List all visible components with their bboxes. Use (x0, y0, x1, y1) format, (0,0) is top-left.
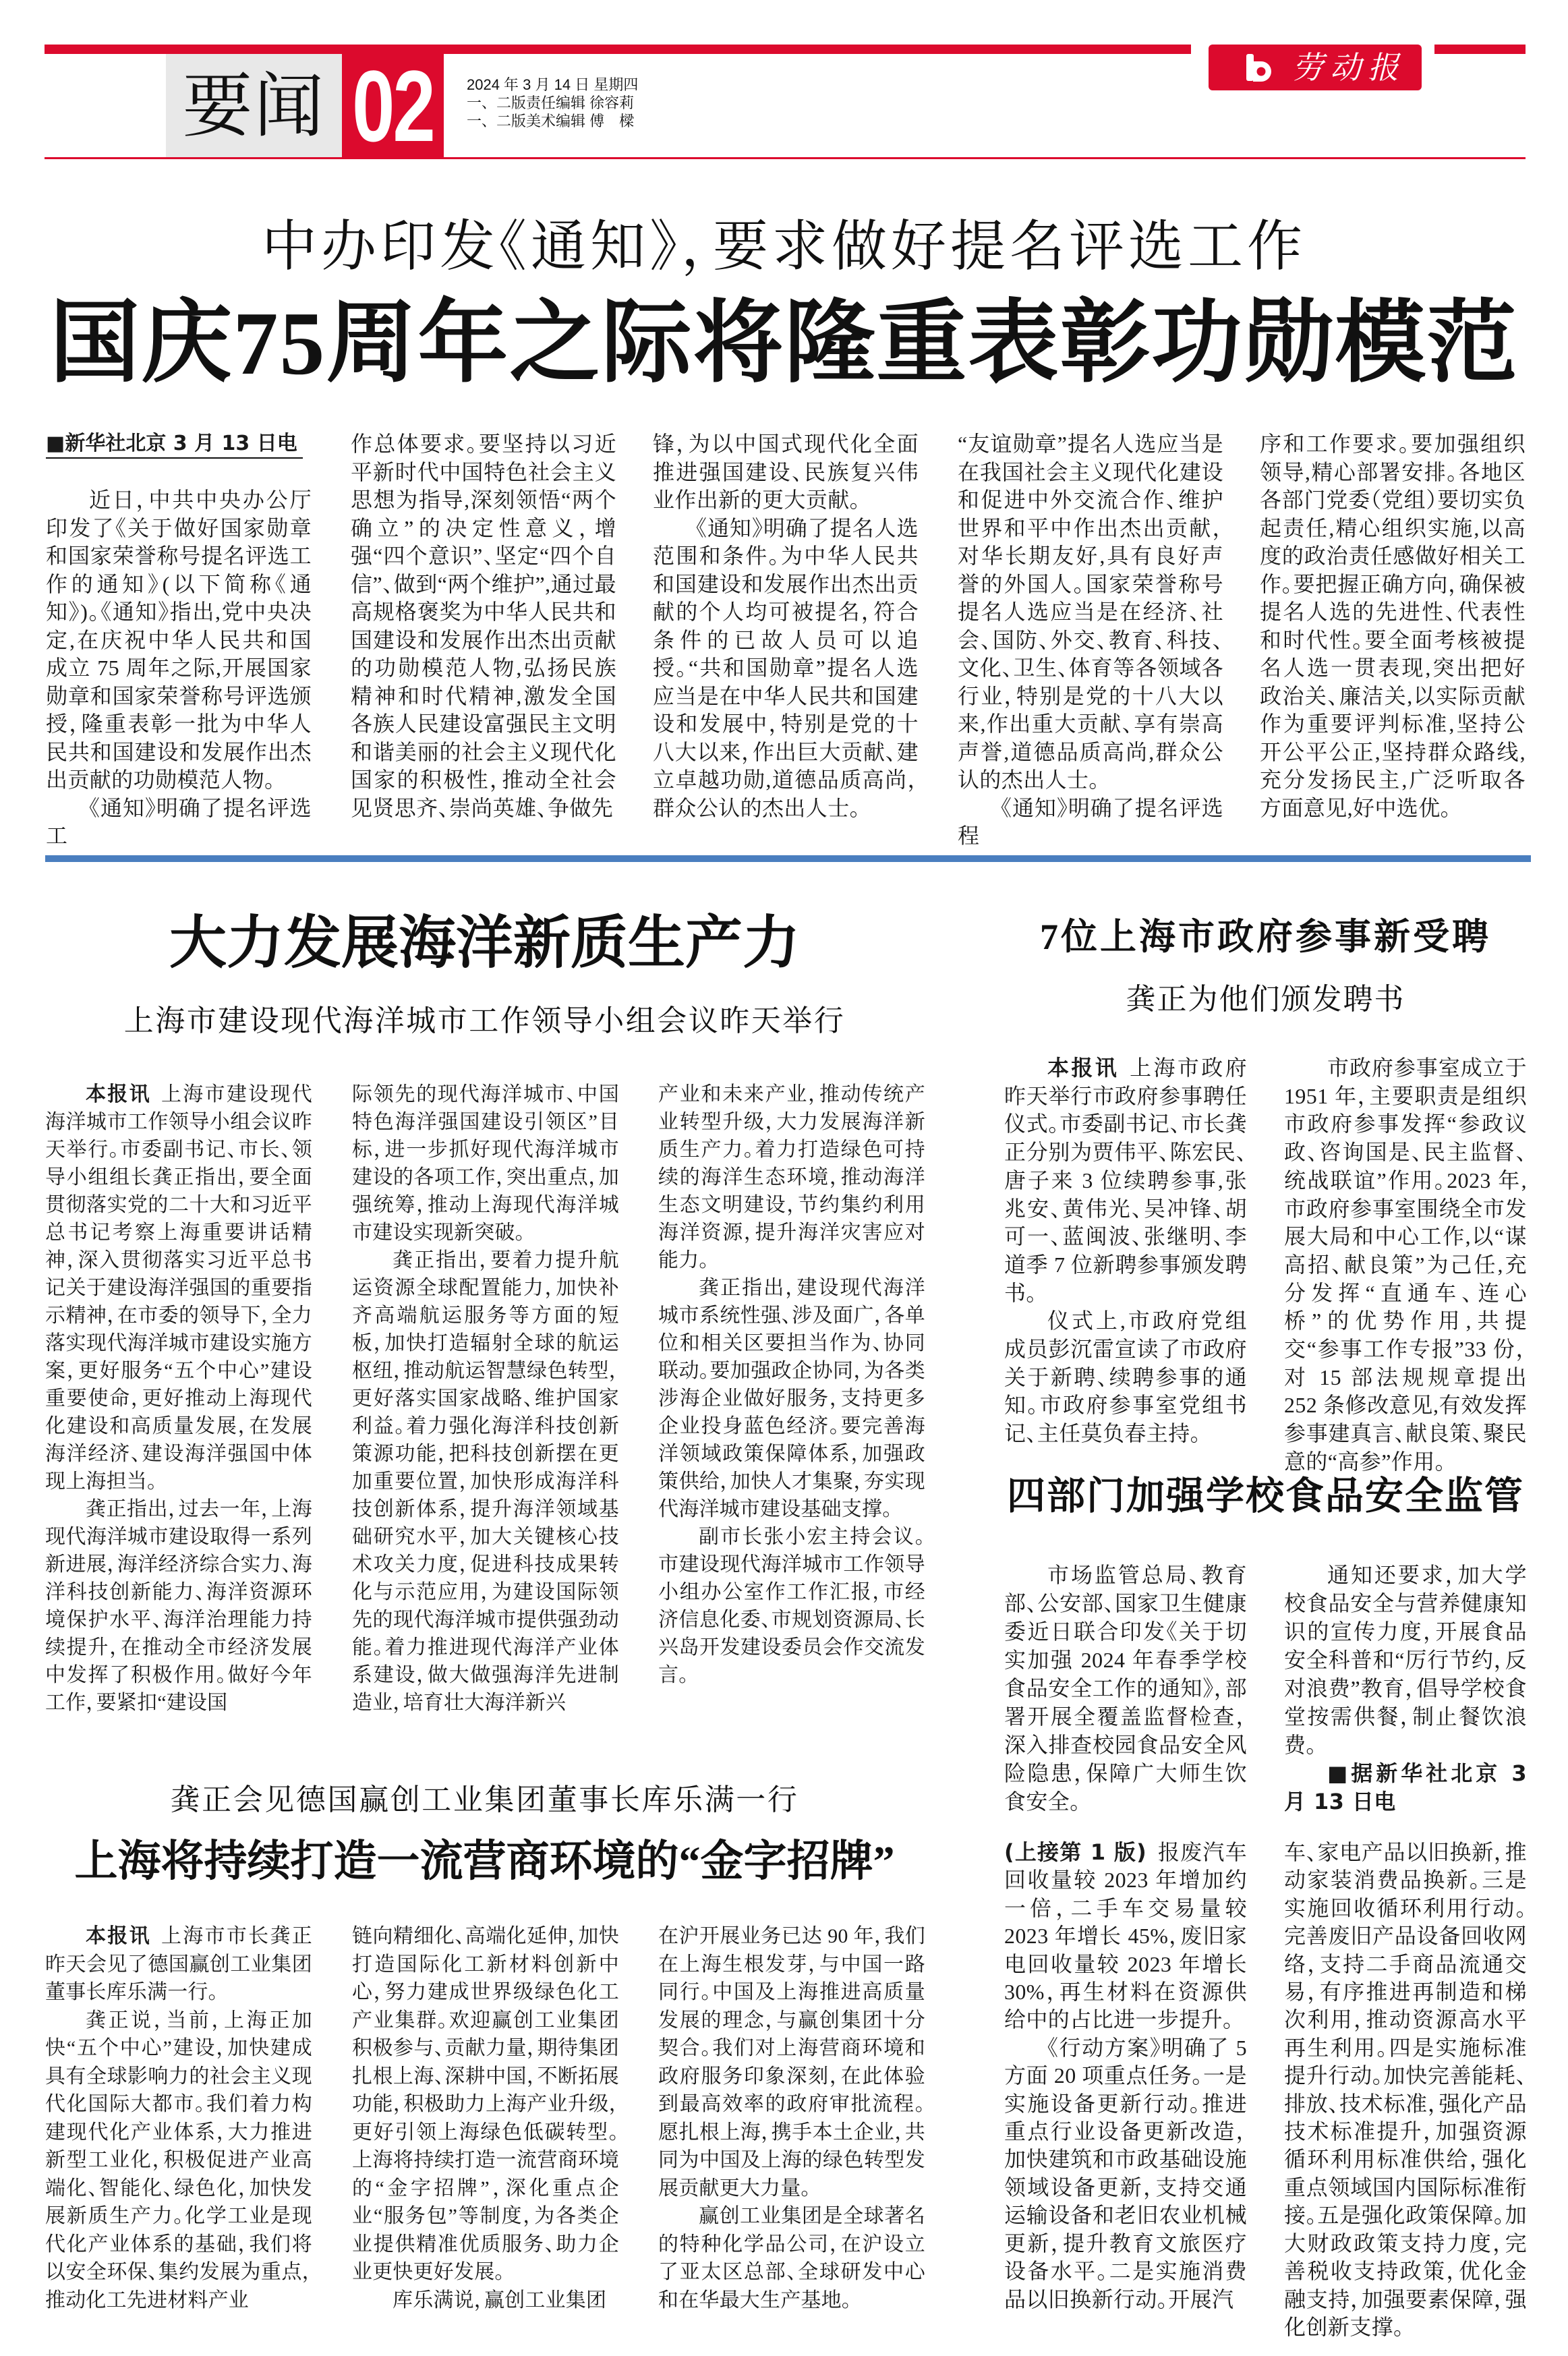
paragraph-text: 市政府参事室成立于 1951 年，主要职责是组织市政府参事发挥“参政议政、咨询国是、民主监督、统战联谊”作用。2023 年,市政府参事室围绕全市发展大局和中心工作,以“谋高招、献良策”为己任,充分发挥“直通车、连心桥”的优势作用,共提交“参事工作专报”33 份，对 15 部法规规章提出 252 条修改意见,有效发挥参事建真言、献良策、聚民意的“高参”作用。 (1284, 1056, 1527, 1474)
masthead-red-rule-left (45, 45, 1191, 54)
paragraph-text: 龚正指出，过去一年，上海现代海洋城市建设取得一系列新进展，海洋经济综合实力、海洋科技创新能力、海洋资源环境保护水平、海洋治理能力持续提升，在推动全市经济发展中发挥了积极作用。做好今年工作，要紧扣“建设国 (45, 1498, 312, 1714)
ocean-story-headline: 大力发展海洋新质生产力 (169, 912, 800, 975)
byline-tag: 本报讯 (86, 1924, 151, 1948)
evonik-story-column-1 (45, 1922, 312, 2314)
newspaper-logo (1209, 45, 1422, 90)
lead-story-column-4 (958, 430, 1223, 851)
paragraph (958, 795, 1223, 851)
paragraph-text: 仪式上,市政府党组成员彭沉雷宣读了市政府关于新聘、续聘参事的通知。市政府参事室党组书记、主任莫负春主持。 (1004, 1309, 1247, 1446)
paragraph-text: 副市长张小宏主持会议。市建设现代海洋城市工作领导小组办公室作工作汇报，市经济信息化委、市规划资源局、长兴岛开发建设委员会作交流发言。 (658, 1526, 925, 1686)
paragraph (1284, 1054, 1527, 1476)
evonik-story-column-2 (352, 1922, 619, 2314)
advisors-story-column-1 (1004, 1054, 1247, 1448)
paragraph-text: 《通知》明确了提名评选工 (46, 795, 312, 848)
evonik-story-kicker: 龚正会见德国赢创工业集团董事长库乐满一行 (170, 1783, 799, 1816)
advisors-story-column-2 (1284, 1054, 1527, 1476)
issue-info (467, 76, 638, 130)
paragraph (352, 1922, 619, 2287)
lead-story-headline: 国庆75周年之际将隆重表彰功勋模范 (49, 293, 1519, 393)
food-story-headline: 四部门加强学校食品安全监管 (1007, 1475, 1524, 1518)
masthead-bottom-rule (45, 157, 1526, 159)
paragraph-text: 锋，为以中国式现代化全面推进强国建设、民族复兴伟业作出新的更大贡献。 (653, 432, 919, 512)
paragraph-text: 际领先的现代海洋城市、中国特色海洋强国建设引领区”目标，进一步抓好现代海洋城市建设的各项工作，突出重点，加强统筹，推动上海现代海洋城市建设实现新突破。 (352, 1083, 619, 1244)
dateline: ■新华社北京 3 月 13 日电 (46, 430, 303, 459)
advisors-story-subheadline: 龚正为他们颁发聘书 (1126, 983, 1405, 1016)
lead-paragraph (1284, 1759, 1527, 1816)
paragraph (352, 1081, 619, 1246)
paragraph (46, 795, 312, 851)
paragraph (658, 1922, 925, 2202)
evonik-story-headline: 上海将持续打造一流营商环境的“金字招牌” (74, 1837, 895, 1885)
paragraph-text: 作总体要求。要坚持以习近平新时代中国特色社会主义思想为指导,深刻领悟“两个确立”的决定性意义，增强“四个意识”、坚定“四个自信”、做到“两个维护”,通过最高规格褒奖为中华人民共和国建设和发展作出杰出贡献的功勋模范人物,弘扬民族精神和时代精神,激发全国各族人民建设富强民主文明和谐美丽的社会主义现代化国家的积极性，推动全社会见贤思齐、崇尚英雄、争做先 (351, 432, 616, 820)
ocean-story-subheadline: 上海市建设现代海洋城市工作领导小组会议昨天举行 (123, 1004, 846, 1037)
byline-tag: (上接第 1 版) (1004, 1839, 1147, 1865)
paragraph-text: 《通知》明确了提名人选范围和条件。为中华人民共和国建设和发展作出杰出贡献的个人均可被提名，符合条件的已故人员可以追授。“共和国勋章”提名人选应当是在中华人民共和国建设和发展中，特别是党的十八大以来，作出巨大贡献、建立卓越功勋,道德品质高尚，群众公认的杰出人士。 (653, 515, 919, 820)
paragraph (1004, 2034, 1247, 2314)
ocean-story-column-3 (658, 1081, 925, 1689)
paragraph-text: “友谊勋章”提名人选应当是在我国社会主义现代化建设和促进中外交流合作、维护世界和平中作出杰出贡献，对华长期友好,具有良好声誉的外国人。国家荣誉称号提名人选应当是在经济、社会、国防、外交、教育、科技、文化、卫生、体育等各领域各行业，特别是党的十八大以来,作出重大贡献、享有崇高声誉,道德品质高尚,群众公认的杰出人士。 (958, 432, 1223, 792)
paragraph (352, 1246, 619, 1717)
continued-story-column-2 (1284, 1839, 1527, 2341)
paragraph (46, 486, 312, 795)
page-number-box (342, 54, 444, 157)
paragraph-text: 近日，中共中央办公厅印发了《关于做好国家勋章和国家荣誉称号提名评选工作的通知》(以下简称《通知》)。《通知》指出,党中央决定,在庆祝中华人民共和国成立 75 周年之际,开展国家勋章和国家荣誉称号评选颁授，隆重表彰一批为中华人民共和国建设和发展作出杰出贡献的功勋模范人物。 (46, 488, 312, 792)
lead-paragraph (1004, 1054, 1247, 1307)
page-number: 02 (352, 54, 434, 157)
continued-story-column-1 (1004, 1839, 1247, 2314)
paragraph-text: 市场监管总局、教育部、公安部、国家卫生健康委近日联合印发《关于切实加强 2024 年春季学校食品安全工作的通知》，部署开展全覆盖监督检查，深入排查校园食品安全风险隐患，保障广大师生饮食安全。 (1004, 1563, 1247, 1814)
paragraph-text: 报废汽车回收量较 2023 年增加约一倍，二手车交易量较 2023 年增长 45%，废旧家电回收量较 2023 年增长 30%，再生材料在资源供给中的占比进一步提升。 (1004, 1840, 1247, 2032)
evonik-story-column-3 (658, 1922, 925, 2314)
section-title: 要闻 (182, 64, 326, 147)
paragraph-text: 在沪开展业务已达 90 年，我们在上海生根发芽，与中国一路同行。中国及上海推进高质量发展的理念，与赢创集团十分契合。我们对上海营商环境和政府服务印象深刻，在此体验到最高效率的政府审批流程。愿扎根上海，携手本土企业，共同为中国及上海的绿色转型发展贡献更大力量。 (658, 1925, 925, 2200)
paragraph (958, 430, 1223, 795)
byline-tag: 本报讯 (1047, 1055, 1120, 1081)
paragraph (658, 1081, 925, 1274)
paragraph (45, 2007, 312, 2315)
lead-story-column-1 (46, 430, 312, 851)
paragraph (1260, 430, 1526, 822)
paragraph-text: 库乐满说，赢创工业集团 (393, 2289, 607, 2311)
paragraph (352, 2287, 619, 2315)
paragraph-text: 龚正指出，建设现代海洋城市系统性强、涉及面广，各单位和相关区要担当作为、协同联动。要加强政企协同，为各类涉海企业做好服务，支持更多企业投身蓝色经济。要完善海洋领域政策保障体系，加强政策供给，加快人才集聚，夯实现代海洋城市建设基础支撑。 (658, 1277, 925, 1520)
chief-editor-credit: 一、二版责任编辑 徐容莉 (467, 94, 635, 111)
paragraph-text: 龚正说，当前，上海正加快“五个中心”建设，加快建成具有全球影响力的社会主义现代化国际大都市。我们着力构建现代化产业体系，大力推进新型工业化，积极促进产业高端化、智能化、绿色化，加快发展新质生产力。化学工业是现代化产业体系的基础，我们将以安全环保、集约发展为重点，推动化工先进材料产业 (45, 2009, 312, 2311)
food-story-column-2 (1284, 1561, 1527, 1816)
byline-tag: 本报讯 (86, 1083, 151, 1106)
paragraph-text: 《行动方案》明确了 5 方面 20 项重点任务。一是实施设备更新行动。推进重点行业设备更新改造，加快建筑和市政基础设施领域设备更新，支持交通运输设备和老旧农业机械更新，提升教育文旅医疗设备水平。二是实施消费品以旧换新行动。开展汽 (1004, 2035, 1247, 2311)
advisors-story-headline: 7位上海市政府参事新受聘 (1040, 917, 1491, 957)
lead-story-column-2 (351, 430, 616, 822)
paragraph-text: 赢创工业集团是全球著名的特种化学品公司，在沪设立了亚太区总部、全球研发中心和在华最大生产基地。 (658, 2205, 925, 2311)
paragraph (1004, 1307, 1247, 1448)
paragraph (1284, 1839, 1527, 2341)
lead-story-column-3 (653, 430, 919, 822)
paragraph-text: 序和工作要求。要加强组织领导,精心部署安排。各地区各部门党委（党组）要切实负起责任,精心组织实施,以高度的政治责任感做好相关工作。要把握正确方向，确保被提名人选的先进性、代表性和时代性。要全面考核被提名人选一贯表现,突出把好政治关、廉洁关,以实际贡献作为重要评判标准,坚持公开公平公正,坚持群众路线,充分发扬民主,广泛听取各方面意见,好中选优。 (1260, 432, 1526, 820)
paragraph (658, 2202, 925, 2314)
paragraph-text: 车、家电产品以旧换新，推动家装消费品换新。三是实施回收循环利用行动。完善废旧产品设备回收网络，支持二手商品流通交易，有序推进再制造和梯次利用，推动资源高水平再生利用。四是实施标准提升行动。加快完善能耗、排放、技术标准，强化产品技术标准提升，加强资源循环利用标准供给，强化重点领域国内国际标准衔接。五是强化政策保障。加大财政政策支持力度，完善税收支持政策，优化金融支持，加强要素保障，强化创新支撑。 (1284, 1840, 1527, 2339)
labour-daily-b-mark-icon (1245, 53, 1272, 82)
paragraph (351, 430, 616, 822)
food-story-column-1 (1004, 1561, 1247, 1816)
art-editor-credit: 一、二版美术编辑 傅 樑 (467, 113, 635, 130)
section-label-box (166, 54, 342, 157)
paragraph (653, 515, 919, 823)
lead-story-column-5 (1260, 430, 1526, 822)
paragraph (1284, 1561, 1527, 1759)
lead-paragraph (1004, 1839, 1247, 2034)
lead-paragraph (45, 1922, 312, 2007)
paragraph (1004, 1561, 1247, 1816)
issue-date: 2024 年 3 月 14 日 星期四 (467, 76, 639, 93)
lead-story-kicker: 中办印发《通知》，要求做好提名评选工作 (261, 216, 1306, 277)
paragraph-text: 龚正指出，要着力提升航运资源全球配置能力，加快补齐高端航运服务等方面的短板，加快打造辐射全球的航运枢纽，推动航运智慧绿色转型，更好落实国家战略、维护国家利益。着力强化海洋科技创新策源功能，把科技创新摆在更加重要位置，加快形成海洋科技创新体系，提升海洋领域基础研究水平，加大关键核心技术攻关力度，促进科技成果转化与示范应用，为建设国际领先的现代海洋城市提供强劲动能。着力推进现代海洋产业体系建设，做大做强海洋先进制造业，培育壮大海洋新兴 (352, 1249, 619, 1714)
paragraph-text: 上海市政府昨天举行市政府参事聘任仪式。市委副书记、市长龚正分别为贾伟平、陈宏民、唐子来 3 位续聘参事,张兆安、黄伟光、吴冲锋、胡可一、蓝闽波、张继明、李道季 7 位新聘参事颁发聘书。 (1004, 1056, 1247, 1305)
paragraph-text: 链向精细化、高端化延伸，加快打造国际化工新材料创新中心，努力建成世界级绿色化工产业集群。欢迎赢创工业集团积极参与、贡献力量，期待集团扎根上海、深耕中国，不断拓展功能，积极助力上海产业升级，更好引领上海绿色低碳转型。上海将持续打造一流营商环境的“金字招牌”，深化重点企业“服务包”等制度，为各类企业提供精准优质服务、助力企业更快更好发展。 (352, 1925, 619, 2283)
paragraph (653, 430, 919, 515)
logo-wordmark: 劳动报 (1292, 49, 1405, 86)
paragraph (45, 1495, 312, 1717)
masthead-red-rule-right (1434, 45, 1526, 54)
paragraph (658, 1523, 925, 1689)
paragraph-text: 产业和未来产业，推动传统产业转型升级，大力发展海洋新质生产力。着力打造绿色可持续的海洋生态环境，推动海洋生态文明建设，节约集约利用海洋资源，提升海洋灾害应对能力。 (658, 1083, 925, 1271)
lead-paragraph (45, 1081, 312, 1495)
paragraph-text: 上海市建设现代海洋城市工作领导小组会议昨天举行。市委副书记、市长、领导小组组长龚正指出，要全面贯彻落实党的二十大和习近平总书记考察上海重要讲话精神，深入贯彻落实习近平总书记关于建设海洋强国的重要指示精神，在市委的领导下，全力落实现代海洋城市建设实施方案，更好服务“五个中心”建设重要使命，更好推动上海现代化建设和高质量发展，在发展海洋经济、建设海洋强国中体现上海担当。 (45, 1083, 312, 1493)
paragraph-text: 《通知》明确了提名评选程 (958, 795, 1223, 848)
section-divider (45, 855, 1531, 862)
ocean-story-column-1 (45, 1081, 312, 1717)
paragraph-text: 通知还要求，加大学校食品安全与营养健康知识的宣传力度，开展食品安全科普和“厉行节约，反对浪费”教育，倡导学校食堂按需供餐，制止餐饮浪费。 (1284, 1563, 1527, 1757)
paragraph-text: 上海市市长龚正昨天会见了德国赢创工业集团董事长库乐满一行。 (45, 1925, 312, 2003)
ocean-story-column-2 (352, 1081, 619, 1717)
byline-tag: ■据新华社北京 3 月 13 日电 (1284, 1760, 1527, 1814)
paragraph (658, 1274, 925, 1523)
